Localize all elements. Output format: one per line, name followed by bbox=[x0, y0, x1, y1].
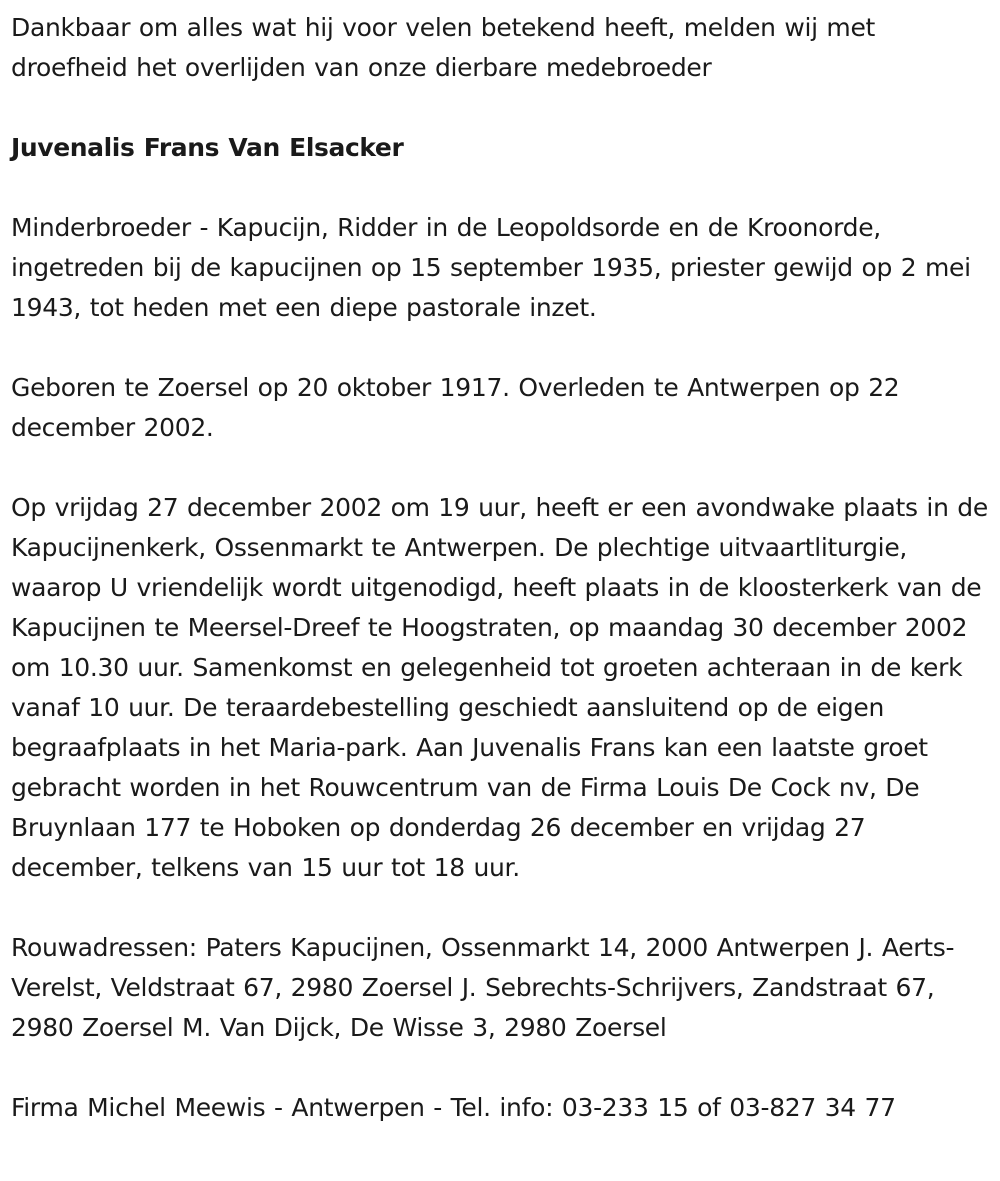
ceremony-paragraph: Op vrijdag 27 december 2002 om 19 uur, heeft er een avondwake plaats in de Kapucijnenkerk, Ossenmarkt te Antwerpen. De plechtige uitvaartliturgie, waarop U vriendelijk wordt uitgenodigd, heeft plaats in de kloosterkerk van de Kapucijnen te Meersel-Dreef te Hoogstraten, op maandag 30 december 2002 om 10.30 uur. Samenkomst en gelegenheid tot groeten achteraan in de kerk vanaf 10 uur. De teraardebestelling geschiedt aansluitend op de eigen begraafplaats in het Maria-park. Aan Juvenalis Frans kan een laatste groet gebracht worden in het Rouwcentrum van de Firma Louis De Cock nv, De Bruynlaan 177 te Hoboken op donderdag 26 december en vrijdag 27 december, telkens van 15 uur tot 18 uur. bbox=[11, 493, 988, 882]
intro-paragraph: Dankbaar om alles wat hij voor velen betekend heeft, melden wij met droefheid het overlijden van onze dierbare medebroeder bbox=[11, 13, 876, 82]
birth-death-paragraph: Geboren te Zoersel op 20 oktober 1917. Overleden te Antwerpen op 22 december 2002. bbox=[11, 373, 900, 442]
addresses-paragraph: Rouwadressen: Paters Kapucijnen, Ossenmarkt 14, 2000 Antwerpen J. Aerts-Verelst, Veldstraat 67, 2980 Zoersel J. Sebrechts-Schrijvers, Zandstraat 67, 2980 Zoersel M. Van Dijck, De Wisse 3, 2980 Zoersel bbox=[11, 933, 955, 1042]
deceased-name: Juvenalis Frans Van Elsacker bbox=[11, 133, 404, 162]
funeral-home-footer: Firma Michel Meewis - Antwerpen - Tel. info: 03-233 15 of 03-827 34 77 bbox=[11, 1093, 896, 1122]
titles-paragraph: Minderbroeder - Kapucijn, Ridder in de Leopoldsorde en de Kroonorde, ingetreden bij de kapucijnen op 15 september 1935, priester gewijd op 2 mei 1943, tot heden met een diepe pastorale inzet. bbox=[11, 213, 971, 322]
